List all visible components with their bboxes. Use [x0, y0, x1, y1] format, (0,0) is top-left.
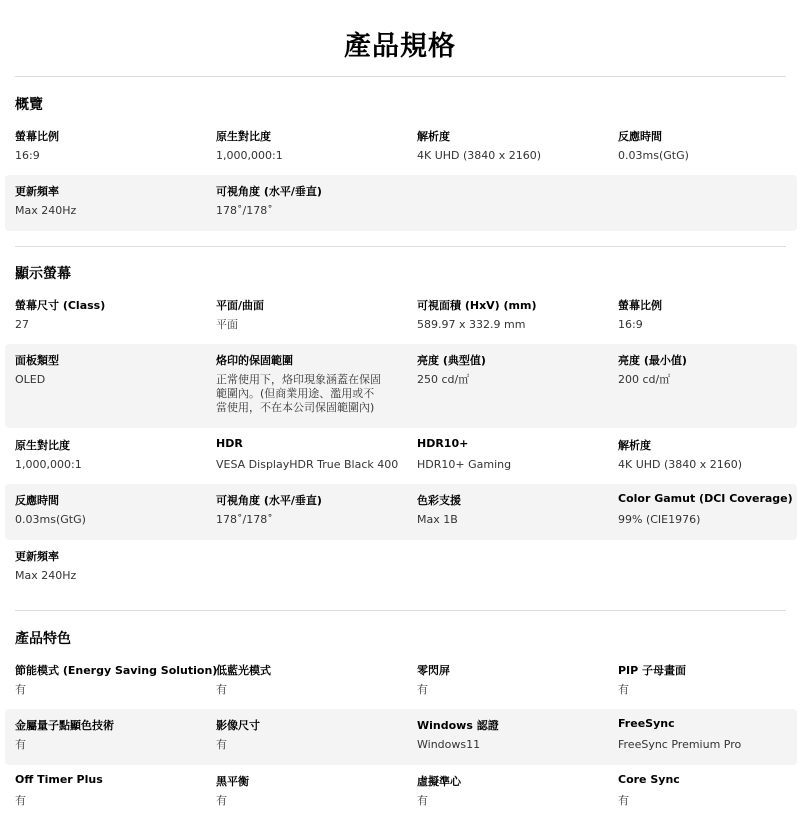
spec-label: 更新頻率	[15, 185, 59, 198]
spec-label: 色彩支援	[417, 494, 461, 507]
spec-value: Windows11	[417, 738, 481, 751]
spec-label: 解析度	[417, 130, 450, 143]
spec-label: 反應時間	[15, 494, 59, 507]
spec-label: Windows 認證	[417, 719, 499, 732]
spec-value: 有	[417, 683, 428, 696]
spec-value: 有	[618, 794, 629, 807]
spec-label: 原生對比度	[216, 130, 271, 143]
spec-label: 原生對比度	[15, 439, 70, 452]
section-title-display: 顯示螢幕	[15, 266, 71, 282]
spec-value: Max 1B	[417, 513, 458, 526]
spec-label: 螢幕比例	[618, 299, 662, 312]
spec-label: 平面/曲面	[216, 299, 265, 312]
spec-value: 0.03ms(GtG)	[618, 149, 689, 162]
spec-label: FreeSync	[618, 717, 675, 730]
spec-label: 面板類型	[15, 354, 59, 367]
spec-value: 有	[15, 794, 26, 807]
spec-row	[5, 484, 797, 540]
spec-label: 亮度 (最小值)	[618, 354, 687, 367]
spec-value: VESA DisplayHDR True Black 400	[216, 458, 399, 471]
spec-label: HDR10+	[417, 437, 469, 450]
spec-value: 有	[216, 738, 227, 751]
spec-value: 1,000,000:1	[216, 149, 283, 162]
spec-label: 螢幕比例	[15, 130, 59, 143]
spec-label: 低藍光模式	[216, 664, 271, 677]
section-title-overview: 概覽	[15, 97, 43, 113]
spec-value: 27	[15, 318, 29, 331]
spec-label: PIP 子母畫面	[618, 664, 687, 677]
spec-label: 金屬量子點顯色技術	[15, 719, 114, 732]
spec-value: 1,000,000:1	[15, 458, 82, 471]
spec-value: 有	[216, 794, 227, 807]
spec-row	[5, 289, 797, 345]
spec-value: HDR10+ Gaming	[417, 458, 512, 471]
spec-value: 有	[15, 738, 26, 751]
spec-value: 有	[618, 683, 629, 696]
spec-label: 零閃屏	[417, 664, 450, 677]
spec-label: 可視角度 (水平/垂直)	[216, 185, 322, 198]
spec-value: 250 cd/㎡	[417, 373, 470, 386]
spec-label: 虛擬準心	[417, 775, 461, 788]
spec-label: 亮度 (典型值)	[417, 354, 486, 367]
spec-label: Color Gamut (DCI Coverage)	[618, 492, 793, 505]
spec-value: Max 240Hz	[15, 569, 77, 582]
spec-row	[5, 344, 797, 428]
spec-value: FreeSync Premium Pro	[618, 738, 742, 751]
page-title: 產品規格	[344, 31, 456, 62]
spec-value: Max 240Hz	[15, 204, 77, 217]
spec-value: 178˚/178˚	[216, 513, 273, 526]
spec-label: 烙印的保固範圍	[216, 354, 293, 367]
spec-row	[5, 765, 797, 821]
spec-label: 可視角度 (水平/垂直)	[216, 494, 322, 507]
section-title-features: 產品特色	[15, 631, 71, 647]
spec-value: 有	[216, 683, 227, 696]
spec-label: 節能模式 (Energy Saving Solution)	[15, 664, 218, 677]
spec-value: 16:9	[618, 318, 643, 331]
spec-value: OLED	[15, 373, 46, 386]
spec-label: 反應時間	[618, 130, 662, 143]
spec-value: 99% (CIE1976)	[618, 513, 701, 526]
spec-value: 178˚/178˚	[216, 204, 273, 217]
spec-value: 589.97 x 332.9 mm	[417, 318, 526, 331]
spec-label: Core Sync	[618, 773, 680, 786]
spec-label: 黑平衡	[216, 775, 249, 788]
spec-value: 有	[417, 794, 428, 807]
spec-row	[5, 120, 797, 176]
spec-value: 正常使用下，烙印現象涵蓋在保固範圍內。(但商業用途、濫用或不當使用，不在本公司保固範圍內)	[216, 373, 381, 414]
spec-label: 影像尺寸	[216, 719, 260, 732]
spec-value: 平面	[216, 318, 238, 331]
spec-row	[5, 540, 797, 596]
spec-label: 更新頻率	[15, 550, 59, 563]
spec-label: 螢幕尺寸 (Class)	[15, 299, 106, 312]
spec-label: 解析度	[618, 439, 651, 452]
spec-row	[5, 709, 797, 765]
spec-row	[5, 429, 797, 485]
spec-label: Off Timer Plus	[15, 773, 103, 786]
spec-value: 4K UHD (3840 x 2160)	[417, 149, 542, 162]
spec-row	[5, 654, 797, 710]
spec-row	[5, 175, 797, 231]
spec-value: 0.03ms(GtG)	[15, 513, 86, 526]
spec-value: 16:9	[15, 149, 40, 162]
spec-value: 4K UHD (3840 x 2160)	[618, 458, 743, 471]
divider	[15, 246, 786, 247]
spec-label: 可視面積 (HxV) (mm)	[417, 299, 537, 312]
divider	[15, 610, 786, 611]
spec-value: 200 cd/㎡	[618, 373, 671, 386]
divider	[15, 76, 786, 77]
spec-value: 有	[15, 683, 26, 696]
spec-label: HDR	[216, 437, 243, 450]
